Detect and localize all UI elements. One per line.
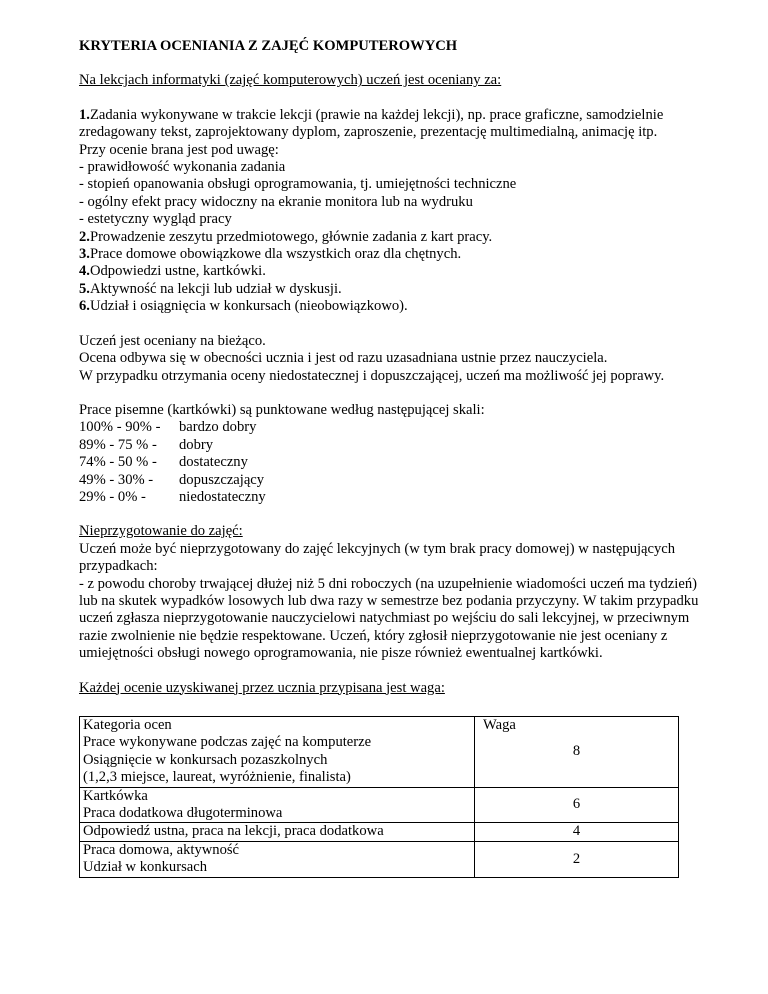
document-title: KRYTERIA OCENIANIA Z ZAJĘĆ KOMPUTEROWYCH — [79, 38, 458, 54]
unprepared-heading: Nieprzygotowanie do zajęć: — [79, 523, 243, 540]
item-number: 2. — [79, 228, 90, 245]
category-cell — [80, 841, 475, 877]
item-text: Prowadzenie zeszytu przedmiotowego, głównie zadania z kart pracy. — [89, 228, 493, 245]
scale-range: 100% - 90% - — [79, 419, 161, 436]
item-5 — [79, 281, 699, 298]
cell-text: Waga — [483, 717, 516, 733]
header-weight — [475, 717, 679, 788]
cell-text: Udział w konkursach — [83, 859, 208, 876]
cell-text: Kategoria ocen — [83, 717, 172, 733]
scale-grade: bardzo dobry — [179, 419, 257, 436]
weights-table — [79, 716, 679, 878]
table-header-row — [80, 717, 679, 788]
scale-grade: niedostateczny — [179, 488, 266, 505]
item-text: Odpowiedzi ustne, kartkówki. — [89, 263, 266, 280]
item-number: 5. — [79, 280, 90, 297]
intro-text: Na lekcjach informatyki (zajęć komputerowych) uczeń jest oceniany za: — [79, 72, 502, 89]
item-1 — [79, 107, 699, 142]
unprepared-text-1: Uczeń może być nieprzygotowany do zajęć lekcyjnych (w tym brak pracy domowej) w następujących przypadkach: — [79, 540, 676, 575]
cell-text: Kartkówka — [83, 787, 148, 804]
table-row — [80, 823, 679, 841]
cell-text: Osiągnięcie w konkursach pozaszkolnych — [83, 751, 328, 768]
scale-row — [79, 419, 699, 436]
item-text: Zadania wykonywane w trakcie lekcji (prawie na każdej lekcji), np. prace graficzne, samodzielnie zredagowany tekst, zaprojektowany dyplom, zaproszenie, prezentację multimedialną, animację itp. — [79, 106, 664, 141]
criterion: - stopień opanowania obsługi oprogramowania, tj. umiejętności techniczne — [79, 176, 517, 193]
scale-range: 49% - 30% - — [79, 471, 154, 488]
criteria-intro: Przy ocenie brana jest pod uwagę: — [79, 141, 279, 158]
item-3 — [79, 246, 699, 263]
cell-text: Odpowiedź ustna, praca na lekcji, praca dodatkowa — [83, 823, 384, 840]
item-text: Prace domowe obowiązkowe dla wszystkich oraz dla chętnych. — [89, 246, 462, 263]
document-page — [79, 38, 699, 878]
criterion: - ogólny efekt pracy widoczny na ekranie monitora lub na wydruku — [79, 193, 473, 210]
item-number: 3. — [79, 246, 90, 263]
scale-grade: dostateczny — [179, 454, 248, 471]
table-row — [80, 841, 679, 877]
weight-cell: 6 — [475, 787, 679, 823]
item-number: 6. — [79, 298, 90, 315]
criterion: - estetyczny wygląd pracy — [79, 211, 232, 228]
scale-grade: dopuszczający — [179, 471, 265, 488]
category-cell — [80, 823, 475, 841]
scale-row — [79, 472, 699, 489]
cell-text: Praca dodatkowa długoterminowa — [83, 805, 283, 822]
ongoing-text-2: Ocena odbywa się w obecności ucznia i jest od razu uzasadniana ustnie przez nauczyciela. — [79, 350, 608, 367]
scale-range: 29% - 0% - — [79, 488, 146, 505]
item-2 — [79, 229, 699, 246]
cell-text: (1,2,3 miejsce, laureat, wyróżnienie, finalista) — [83, 769, 351, 786]
scale-range: 89% - 75 % - — [79, 436, 157, 453]
category-cell — [80, 787, 475, 823]
header-category — [80, 717, 475, 788]
criterion: - prawidłowość wykonania zadania — [79, 159, 286, 176]
scale-row — [79, 489, 699, 506]
ongoing-text-3: W przypadku otrzymania oceny niedostatecznej i dopuszczającej, uczeń ma możliwość jej poprawy. — [79, 367, 665, 384]
scale-grade: dobry — [179, 436, 214, 453]
scale-range: 74% - 50 % - — [79, 454, 157, 471]
item-number: 4. — [79, 263, 90, 280]
weight-cell: 4 — [475, 823, 679, 841]
cell-text: Prace wykonywane podczas zajęć na komputerze — [83, 734, 372, 751]
weights-intro: Każdej ocenie uzyskiwanej przez ucznia przypisana jest waga: — [79, 679, 445, 696]
item-text: Udział i osiągnięcia w konkursach (nieobowiązkowo). — [89, 298, 408, 315]
scale-intro: Prace pisemne (kartkówki) są punktowane według następującej skali: — [79, 401, 485, 418]
cell-text: Praca domowa, aktywność — [83, 841, 240, 858]
item-text: Aktywność na lekcji lub udział w dyskusji. — [89, 280, 342, 297]
scale-row — [79, 454, 699, 471]
unprepared-text-2: - z powodu choroby trwającej dłużej niż 5 dni roboczych (na uzupełnienie wiadomości uczeń ma tydzień) lub na skutek wypadków losowych lub dwa razy w semestrze bez podania przyczyny. W takim przypadku uczeń zgłasza nieprzygotowanie nauczycielowi natychmiast po wejściu do sali lekcyjnej, w przeciwnym razie zwolnienie nie będzie respektowane. Uczeń, który zgłosił nieprzygotowanie nie jest oceniany z umiejętności obsługi nowego oprogramowania, nie pisze również ewentualnej kartkówki. — [79, 575, 699, 662]
item-4 — [79, 263, 699, 280]
scale-row — [79, 437, 699, 454]
ongoing-text: Uczeń jest oceniany na bieżąco. — [79, 332, 266, 349]
table-row — [80, 787, 679, 823]
item-number: 1. — [79, 106, 90, 123]
item-6 — [79, 298, 699, 315]
weight-cell: 2 — [475, 841, 679, 877]
weight-value: 8 — [572, 743, 581, 760]
